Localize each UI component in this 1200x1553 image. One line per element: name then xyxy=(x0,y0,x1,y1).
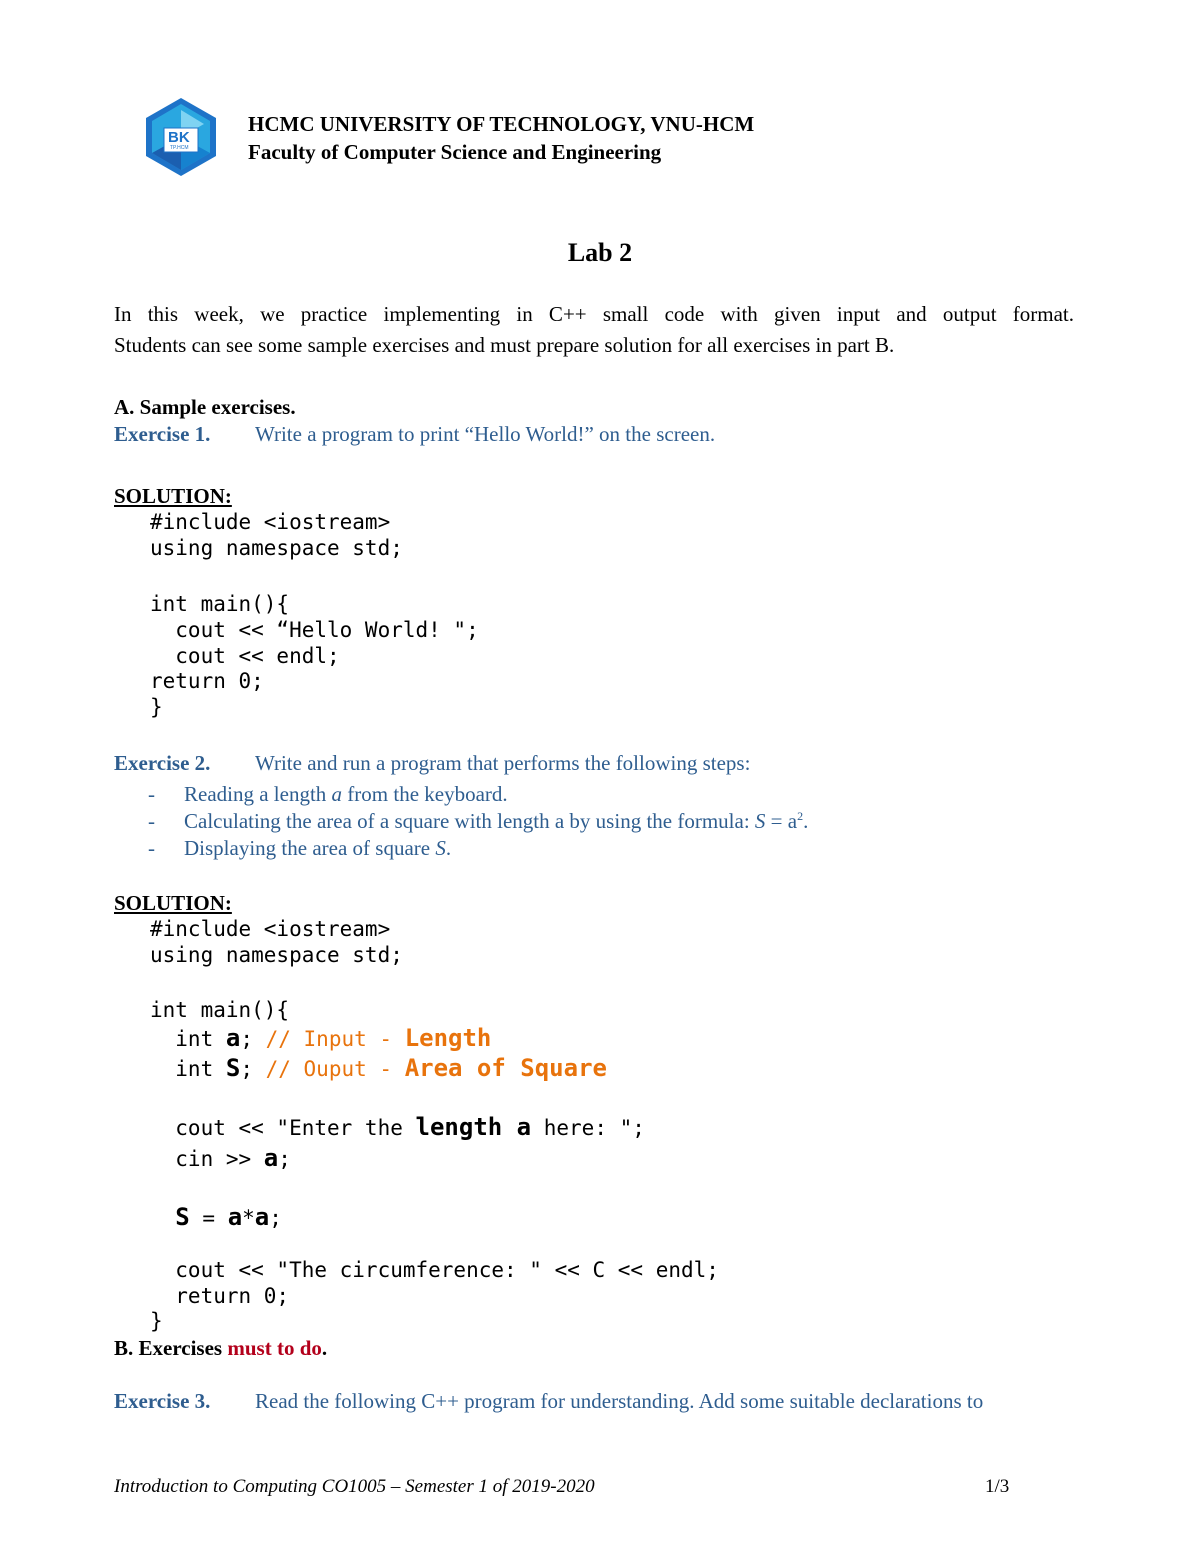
intro-line-1: In this week, we practice implementing in C++ small code with given input and output format. xyxy=(114,302,1074,326)
page-title: Lab 2 xyxy=(567,238,633,267)
code2-line: int S; // Ouput - Area of Square xyxy=(150,1054,607,1082)
bullet-1-text: Reading a length a from the keyboard. xyxy=(184,782,508,806)
code2-line: S = a*a; xyxy=(175,1203,282,1231)
solution-2-label: SOLUTION: xyxy=(114,891,232,915)
footer-course: Introduction to Computing CO1005 – Semester 1 of 2019-2020 xyxy=(114,1476,595,1497)
university-name: HCMC UNIVERSITY OF TECHNOLOGY, VNU-HCM xyxy=(248,112,755,136)
code2-line: return 0; xyxy=(150,1284,290,1308)
faculty-name: Faculty of Computer Science and Engineering xyxy=(248,140,662,164)
code1-line: using namespace std; xyxy=(150,536,403,560)
bullet-3-text: Displaying the area of square S. xyxy=(184,836,452,860)
code1-line: } xyxy=(150,695,163,719)
code2-line: cout << "The circumference: " << C << endl; xyxy=(150,1258,719,1282)
code2-line: } xyxy=(150,1309,163,1333)
exercise-2-label: Exercise 2. xyxy=(114,751,211,775)
solution-1-label: SOLUTION: xyxy=(114,484,232,508)
bullet-2-text: Calculating the area of a square with length a by using the formula: $S = a^2$. xyxy=(184,809,809,833)
code2-line: #include <iostream> xyxy=(150,917,391,941)
exercise-3-text: Read the following C++ program for understanding. Add some suitable declarations to xyxy=(255,1389,984,1413)
code1-line: #include <iostream> xyxy=(150,510,391,534)
exercise-1-label: Exercise 1. xyxy=(114,422,211,446)
bullet-dash: - xyxy=(148,809,155,833)
intro-line-2: Students can see some sample exercises and must prepare solution for all exercises in part B. xyxy=(114,333,895,357)
code2-line: cin >> a; xyxy=(150,1144,291,1172)
bullet-dash: - xyxy=(148,836,155,860)
university-logo xyxy=(140,96,222,178)
code2-line: cout << "Enter the length a here: "; xyxy=(150,1113,645,1141)
code2-line: int a; // Input - Length xyxy=(150,1024,492,1052)
logo-text: BK xyxy=(168,129,190,146)
code2-line: using namespace std; xyxy=(150,943,403,967)
exercise-1-text: Write a program to print “Hello World!” on the screen. xyxy=(255,422,716,446)
section-a-heading: A. Sample exercises. xyxy=(114,395,296,419)
exercise-2-text: Write and run a program that performs the following steps: xyxy=(255,751,751,775)
section-b-heading: B. Exercises must to do. xyxy=(114,1336,328,1360)
page-number: 1/3 xyxy=(985,1476,1010,1497)
code2-line: int main(){ xyxy=(150,998,290,1022)
exercise-3-label: Exercise 3. xyxy=(114,1389,211,1413)
code1-line: int main(){ xyxy=(150,592,290,616)
logo-subtext: TP.HCM xyxy=(170,145,189,151)
bullet-dash: - xyxy=(148,782,155,806)
code1-line: cout << “Hello World! "; xyxy=(150,618,479,642)
code1-line: cout << endl; xyxy=(150,644,340,668)
code1-line: return 0; xyxy=(150,669,264,693)
